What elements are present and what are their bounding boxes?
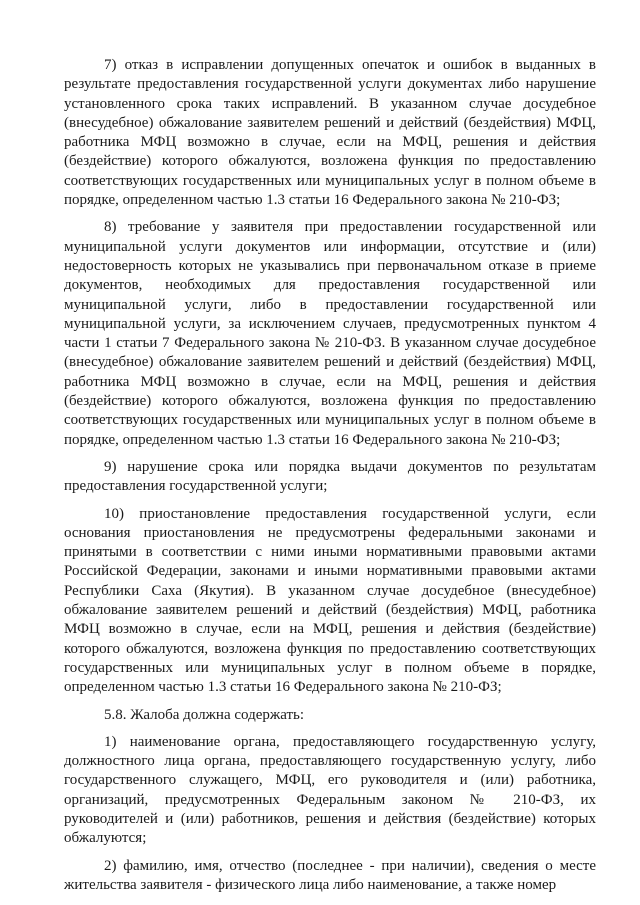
paragraph-item-9: 9) нарушение срока или порядка выдачи документов по результатам предоставления государственной услуги; bbox=[64, 458, 596, 495]
document-page bbox=[64, 56, 596, 903]
complaint-content-item-1: 1) наименование органа, предоставляющего государственную услугу, должностного лица органа, предоставляющего государственную услугу, либо государственного служащего, МФЦ, его руководителя и (или) работника, организаций, предусмотренных Федеральным законом № 210-ФЗ, их руководителей и (или) работников, решения и действия (бездействие) которых обжалуются; bbox=[64, 733, 596, 847]
paragraph-item-8: 8) требование у заявителя при предоставлении государственной или муниципальной услуги документов или информации, отсутствие и (или) недостоверность которых не указывались при первоначальном отказе в приеме документов, необходимых для предоставления государственной или муниципальной услуги, либо в предоставлении государственной или муниципальной услуги, за исключением случаев, предусмотренных пунктом 4 части 1 статьи 7 Федерального закона № 210-ФЗ. В указанном случае досудебное (внесудебное) обжалование заявителем решений и действий (бездействия) МФЦ, работника МФЦ возможно в случае, если на МФЦ, решения и действия (бездействие) которого обжалуются, возложена функция по предоставлению соответствующих государственных или муниципальных услуг в полном объеме в порядке, определенном частью 1.3 статьи 16 Федерального закона № 210-ФЗ; bbox=[64, 219, 596, 448]
section-heading-5-8: 5.8. Жалоба должна содержать: bbox=[104, 706, 305, 723]
paragraph-item-10: 10) приостановление предоставления государственной услуги, если основания приостановления не предусмотрены федеральными законами и принятыми в соответствии с ними иными нормативными правовыми актами Российской Федерации, законами и иными нормативными правовыми актами Республики Саха (Якутия). В указанном случае досудебное (внесудебное) обжалование заявителем решений и действий (бездействия) МФЦ, работника МФЦ возможно в случае, если на МФЦ, решения и действия (бездействие) которого обжалуются, возложена функция по предоставлению соответствующих государственных или муниципальных услуг в полном объеме в порядке, определенном частью 1.3 статьи 16 Федерального закона № 210-ФЗ; bbox=[64, 505, 596, 696]
complaint-content-item-2: 2) фамилию, имя, отчество (последнее - при наличии), сведения о месте жительства заявителя - физического лица либо наименование, а также номер bbox=[64, 857, 596, 893]
paragraph-item-7: 7) отказ в исправлении допущенных опечаток и ошибок в выданных в результате предоставления государственной услуги документах либо нарушение установленного срока таких исправлений. В указанном случае досудебное (внесудебное) обжалование заявителем решений и действий (бездействия) МФЦ, работника МФЦ возможно в случае, если на МФЦ, решения и действия (бездействие) которого обжалуются, возложена функция по предоставлению соответствующих государственных или муниципальных услуг в полном объеме в порядке, определенном частью 1.3 статьи 16 Федерального закона № 210-ФЗ; bbox=[64, 57, 596, 209]
